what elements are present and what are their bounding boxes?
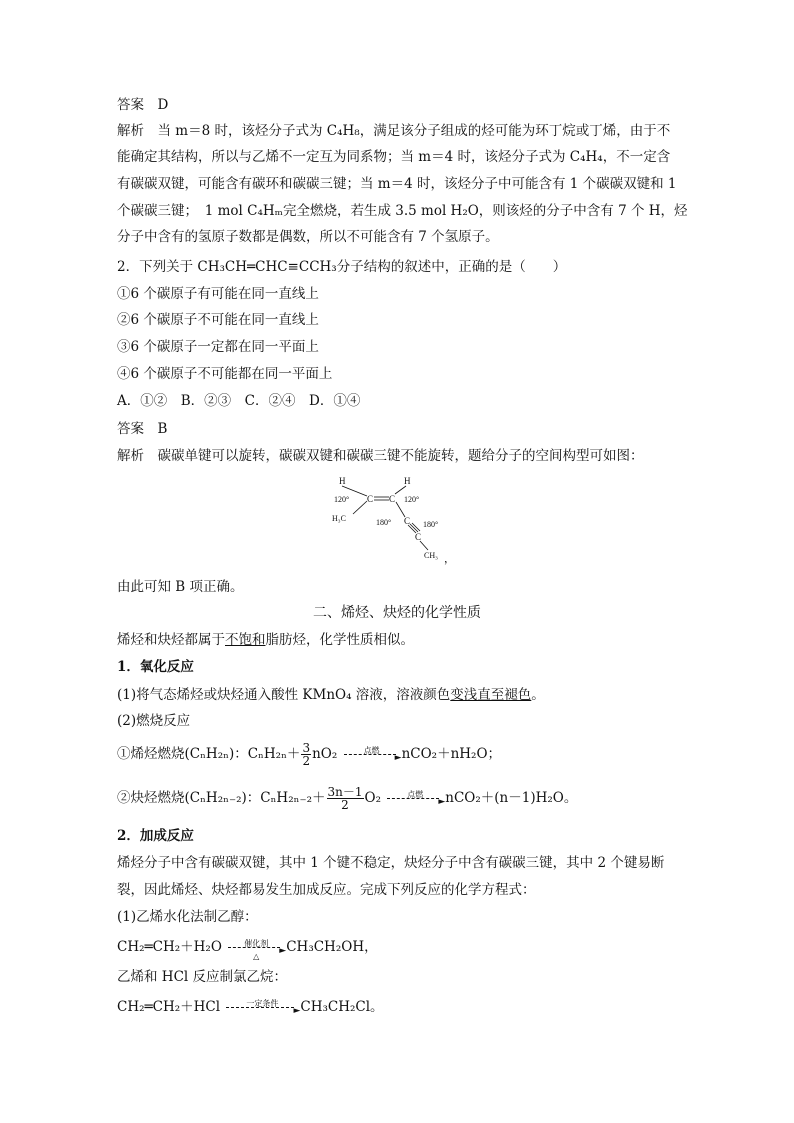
eq1-arrow: 催化剂 ► △ — [226, 939, 286, 957]
comb2-numerator: 3n－1 — [327, 785, 363, 799]
oxidation-underline: 变浅直至褪色 — [450, 687, 532, 703]
eq1-condition-top: 催化剂 — [244, 938, 269, 948]
addition-text-1: 烯烃分子中含有碳碳双键，其中 1 个键不稳定，炔烃分子中含有碳碳三键，其中 2 个键易断 — [117, 855, 665, 871]
comb1-pre: ①烯烃燃烧(CₙH₂ₙ)：CₙH₂ₙ＋ — [117, 746, 301, 762]
comb2-denominator: 2 — [341, 798, 349, 812]
comb1-fraction — [301, 742, 311, 767]
diagram-angle-4: 180° — [423, 520, 439, 529]
eq2-post: CH₃CH₂Cl。 — [300, 999, 384, 1015]
comb2-condition: 点燃 — [407, 789, 424, 799]
comb1-numerator: 3 — [302, 741, 311, 755]
comb1-denominator: 2 — [302, 754, 311, 768]
intro-text-b: 脂肪烃，化学性质相似。 — [265, 632, 414, 648]
addition-sub-2: 乙烯和 HCl 反应制氯乙烷： — [117, 969, 288, 985]
q1-answer: 答案 D — [117, 97, 169, 113]
section-intro — [117, 631, 414, 649]
diagram-comma: ， — [444, 553, 455, 565]
molecule-structure-diagram — [330, 474, 470, 566]
oxidation-heading: 1．氧化反应 — [117, 659, 194, 675]
comb2-pre: ②炔烃燃烧(CₙH₂ₙ₋₂)：CₙH₂ₙ₋₂＋ — [117, 790, 326, 806]
diagram-h-right: H — [404, 476, 411, 486]
comb1-post: nCO₂＋nH₂O； — [401, 746, 502, 762]
combustion-alkyne-equation — [117, 786, 577, 811]
q1-analysis-line-1: 解析 当 m＝8 时，该烃分子式为 C₄H₈，满足该分子组成的烃可能为环丁烷或丁烯，由于不 — [117, 123, 671, 139]
addition-heading: 2．加成反应 — [117, 828, 194, 844]
diagram-carbon-4: C — [415, 532, 422, 542]
section-title: 二、烯烃、炔烃的化学性质 — [313, 605, 481, 621]
q2-answer: 答案 B — [117, 421, 168, 437]
q1-analysis-line-5: 分子中含有的氢原子数都是偶数，所以不可能含有 7 个氢原子。 — [117, 229, 499, 245]
q2-option-3: ③6 个碳原子一定都在同一平面上 — [117, 339, 319, 355]
comb1-condition: 点燃 — [363, 745, 380, 755]
eq1-condition-bottom: △ — [253, 951, 260, 961]
comb2-fraction — [327, 786, 364, 811]
diagram-carbon-1: C — [367, 494, 374, 504]
oxidation-item-1 — [117, 686, 545, 704]
q2-stem: 2．下列关于 CH₃CH═CHC≡CCH₃分子结构的叙述中，正确的是（ ） — [117, 259, 567, 275]
q1-analysis-line-2: 能确定其结构，所以与乙烯不一定互为同系物；当 m＝4 时，该烃分子式为 C₄H₄，不一定含 — [117, 149, 671, 165]
addition-sub-1: (1)乙烯水化法制乙醇： — [117, 909, 258, 925]
chloroethane-equation — [117, 998, 384, 1017]
intro-text-a: 烯烃和炔烃都属于 — [117, 632, 225, 648]
eq2-pre: CH₂═CH₂＋HCl — [117, 999, 221, 1015]
combustion-alkene-equation — [117, 742, 501, 767]
q1-analysis-line-3: 有碳碳双键，可能含有碳环和碳碳三键；当 m＝4 时，该烃分子中可能含有 1 个碳碳双键和 1 — [117, 176, 677, 192]
comb2-mid: O₂ — [364, 790, 381, 806]
diagram-h-left: H — [339, 476, 346, 486]
oxidation-text-b: 。 — [531, 687, 545, 703]
q2-option-4: ④6 个碳原子不可能都在同一平面上 — [117, 366, 333, 382]
q2-option-1: ①6 个碳原子有可能在同一直线上 — [117, 286, 319, 302]
diagram-h3c: H₃C — [332, 514, 346, 523]
eq1-post: CH₃CH₂OH， — [286, 939, 378, 955]
addition-text-2: 裂，因此烯烃、炔烃都易发生加成反应。完成下列反应的化学方程式： — [117, 882, 536, 898]
diagram-angle-3: 180° — [376, 518, 392, 527]
eq2-arrow: 一定条件 ► — [224, 999, 300, 1017]
q1-analysis-line-4: 个碳碳三键； 1 mol C₄Hₘ完全燃烧，若生成 3.5 mol H₂O，则该烃的分子中含有 7 个 H，烃 — [117, 203, 688, 219]
q2-choices: A．①② B．②③ C．②④ D．①④ — [117, 393, 361, 409]
combustion-heading: (2)燃烧反应 — [117, 713, 191, 729]
diagram-carbon-2: C — [389, 494, 396, 504]
comb1-mid: nO₂ — [312, 746, 338, 762]
ethanol-equation — [117, 938, 378, 961]
intro-underline: 不饱和 — [225, 632, 266, 648]
comb2-arrow: 点燃 ► — [385, 790, 445, 808]
diagram-ch3: CH₃ — [424, 551, 438, 560]
q2-analysis: 解析 碳碳单键可以旋转，碳碳双键和碳碳三键不能旋转，题给分子的空间构型可如图： — [117, 448, 644, 464]
diagram-angle-1: 120° — [334, 495, 350, 504]
q2-option-2: ②6 个碳原子不可能在同一直线上 — [117, 312, 319, 328]
comb2-post: nCO₂＋(n－1)H₂O。 — [445, 790, 578, 806]
q2-conclusion: 由此可知 B 项正确。 — [117, 579, 244, 595]
diagram-angle-2: 120° — [404, 495, 420, 504]
eq2-condition: 一定条件 — [246, 998, 279, 1008]
comb1-arrow: 点燃 ► — [342, 746, 402, 764]
oxidation-text-a: (1)将气态烯烃或炔烃通入酸性 KMnO₄ 溶液，溶液颜色 — [117, 687, 451, 703]
eq1-pre: CH₂═CH₂＋H₂O — [117, 939, 222, 955]
diagram-carbon-3: C — [404, 516, 411, 526]
